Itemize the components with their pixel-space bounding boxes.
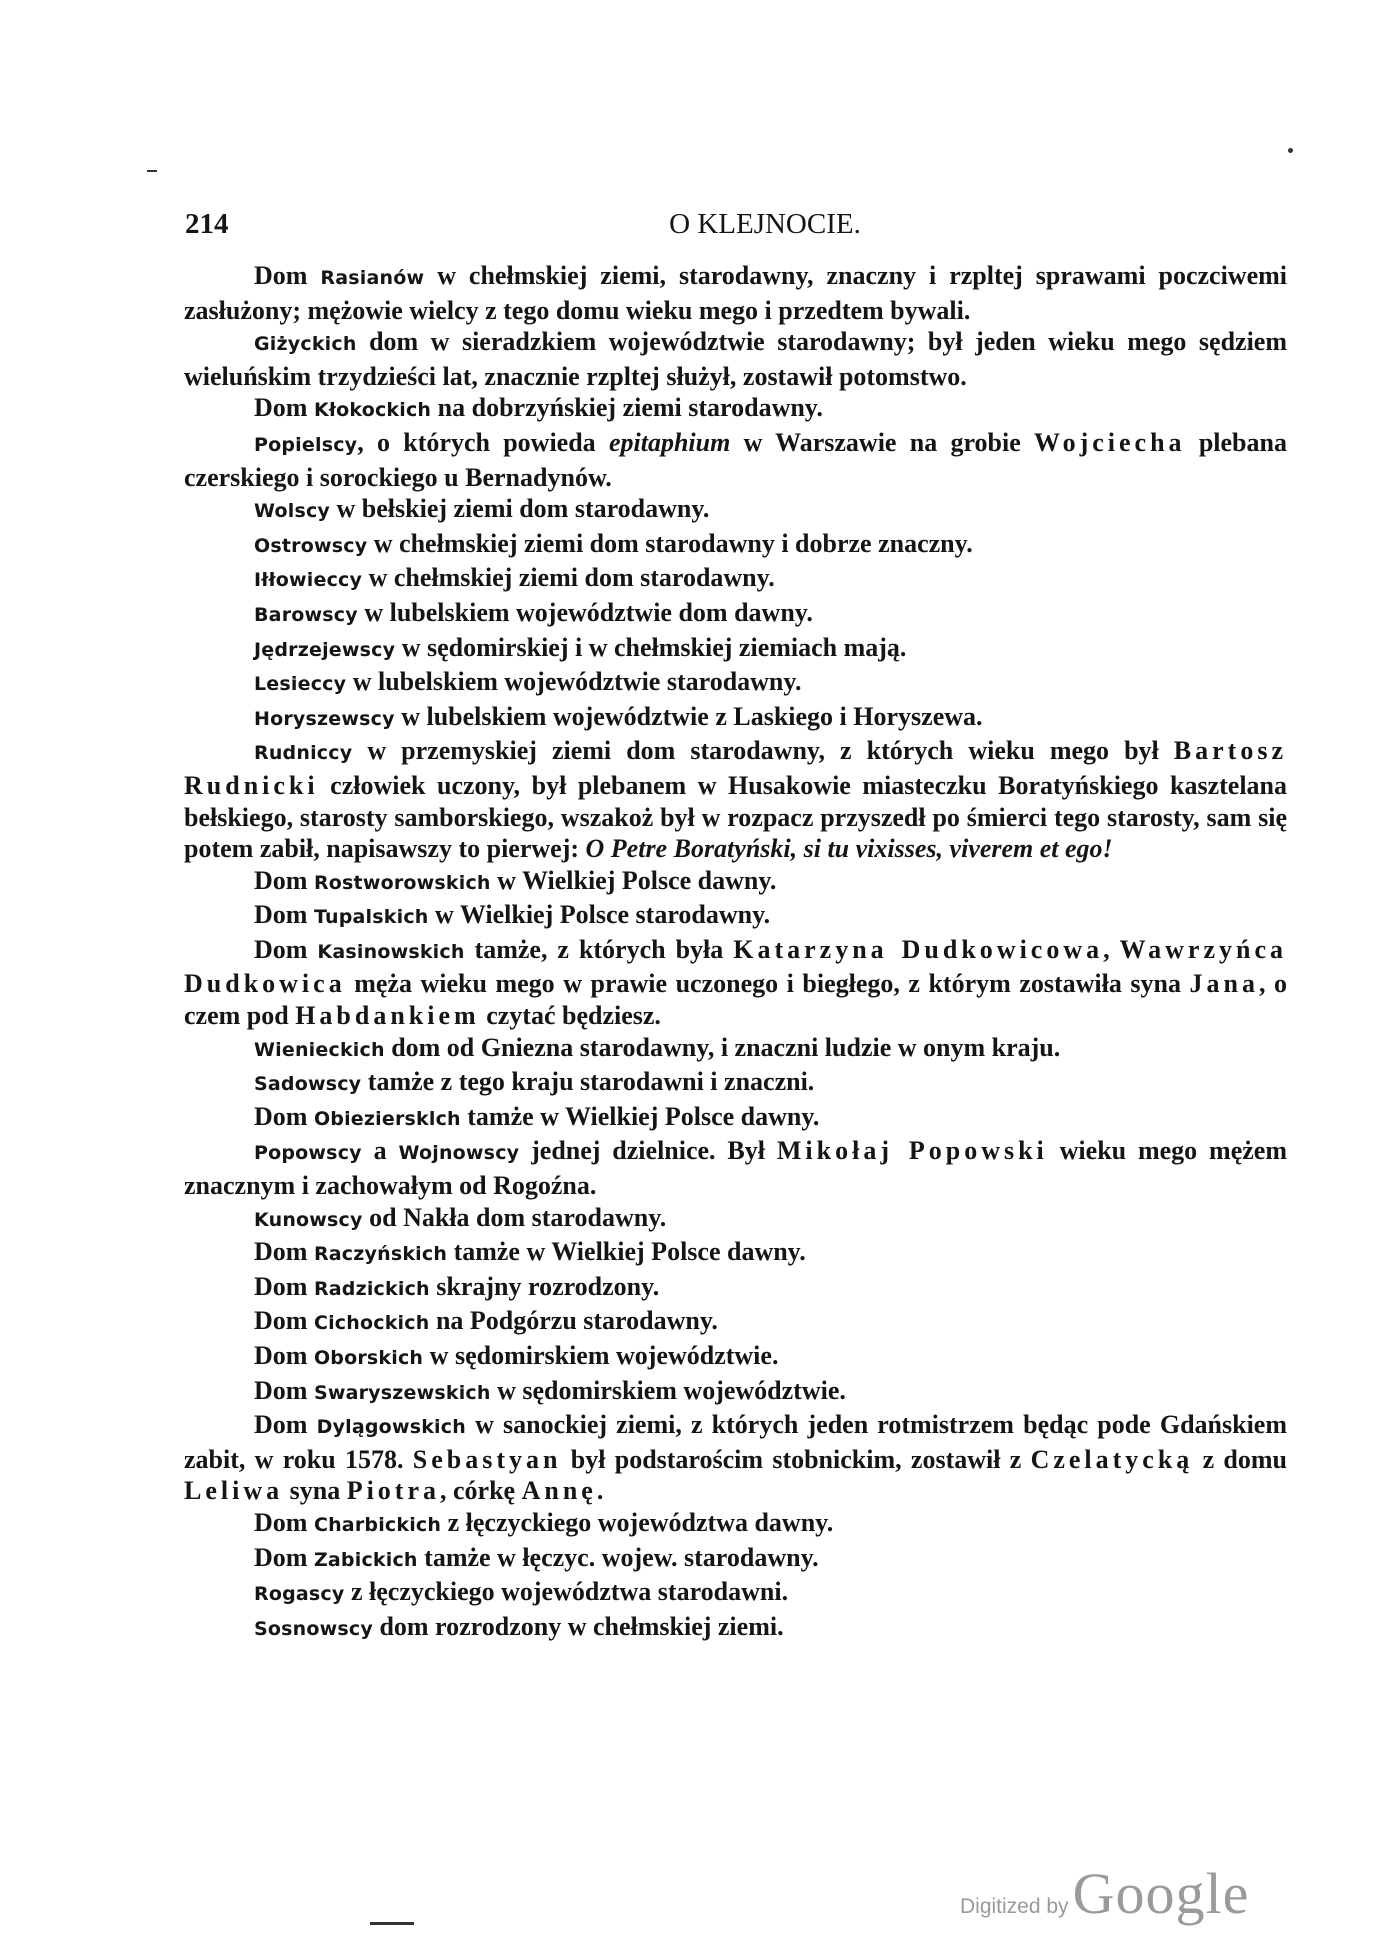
text-run: tamże w Wielkiej Polsce dawny. xyxy=(460,1101,820,1131)
running-title: O KLEJNOCIE. xyxy=(669,208,861,240)
entry-paragraph xyxy=(184,1135,1287,1201)
family-name: Popielscy xyxy=(254,433,358,456)
family-name: Rudniccy xyxy=(254,742,353,765)
entry-paragraph xyxy=(184,1340,1287,1375)
page-header xyxy=(185,208,1285,248)
family-name: Giżyckich xyxy=(254,333,357,356)
text-run: męża wieku mego w prawie uczonego i biegłego, z którym zostawiła syna xyxy=(345,969,1190,999)
family-name: Iłłowieccy xyxy=(254,569,363,592)
family-name: Lesieccy xyxy=(254,673,347,696)
spaced-personal-name: Piotra xyxy=(346,1476,440,1506)
family-name: Dylągowskich xyxy=(316,1416,466,1439)
text-run: w lubelskiem województwie dom dawny. xyxy=(357,597,813,627)
spaced-personal-name: Leliwa xyxy=(184,1476,284,1506)
entry-paragraph xyxy=(184,427,1287,493)
entry-paragraph xyxy=(184,1271,1287,1306)
google-logo: Google xyxy=(1072,1861,1250,1926)
entry-paragraph xyxy=(184,392,1287,427)
text-run: w Warszawie na grobie xyxy=(730,427,1035,457)
family-name: Sosnowscy xyxy=(254,1617,373,1640)
text-run: w sędomirskiej i w chełmskiej ziemiach mają. xyxy=(395,632,907,662)
text-run: Dom xyxy=(254,1101,314,1131)
text-run: Dom xyxy=(254,261,321,290)
family-name: Rostworowskich xyxy=(313,871,491,894)
text-run: Dom xyxy=(254,1542,314,1572)
family-name: Rasianów xyxy=(320,267,425,289)
family-name: Cichockich xyxy=(313,1312,430,1335)
text-run: w przemyskiej ziemi dom starodawny, z których wieku mego był xyxy=(352,736,1174,766)
entry-paragraph xyxy=(184,1611,1287,1646)
family-name: Raczyńskich xyxy=(313,1243,448,1266)
entry-paragraph xyxy=(184,934,1287,1032)
entry-paragraph xyxy=(184,493,1287,528)
text-run: w sędomirskiem województwie. xyxy=(423,1341,779,1370)
text-run: czytać będziesz. xyxy=(479,1001,661,1031)
text-run: , o których powieda xyxy=(357,427,609,457)
text-run: z domu xyxy=(1193,1444,1287,1474)
text-run: a xyxy=(361,1136,399,1166)
entry-paragraph xyxy=(184,632,1287,667)
text-run: Dom xyxy=(254,1375,314,1405)
entry-paragraph xyxy=(184,1542,1287,1577)
italic-text: epitaphium xyxy=(608,427,731,457)
text-run: Dom xyxy=(254,393,314,423)
family-name: Jędrzejewscy xyxy=(254,638,396,661)
spaced-personal-name: Annę xyxy=(521,1476,597,1506)
watermark xyxy=(960,1860,1249,1927)
family-name: Horyszewscy xyxy=(254,707,395,730)
family-name: Rogascy xyxy=(254,1583,345,1606)
entry-paragraph xyxy=(184,562,1287,597)
family-name: Swaryszewskich xyxy=(313,1381,491,1404)
text-run: Dom xyxy=(254,1507,314,1537)
scan-dash xyxy=(370,1922,414,1925)
text-run: . xyxy=(596,1476,604,1506)
spaced-personal-name: Katarzyna Dudkowicowa xyxy=(733,934,1104,964)
text-run: na Podgórzu starodawny. xyxy=(429,1306,718,1336)
text-run: Dom xyxy=(254,934,318,964)
entry-paragraph xyxy=(184,666,1287,701)
text-run: w Wielkiej Polsce dawny. xyxy=(490,865,777,895)
text-run: Dom xyxy=(254,1341,314,1370)
page-number: 214 xyxy=(185,208,229,240)
entry-paragraph xyxy=(184,1032,1287,1067)
text-run: był podstarościm stobnickim, zostawił z xyxy=(561,1444,1031,1474)
text-run: na dobrzyńskiej ziemi starodawny. xyxy=(431,393,823,423)
entry-paragraph xyxy=(184,260,1287,326)
text-run: w chełmskiej ziemi dom starodawny i dobrze znaczny. xyxy=(367,528,973,558)
text-run: człowiek uczony, był plebanem w Husakowie miasteczku Boratyńskiego kasztelana bełskiego, starosty samborskiego, wszakoż był w rozpacz przyszedł po śmierci tego starosty, sam się potem zabił, napisawszy to pierwej: xyxy=(184,770,1287,864)
family-name: Sadowscy xyxy=(254,1073,362,1096)
body-text xyxy=(184,260,1287,1645)
text-run: w chełmskiej ziemi, starodawny, znaczny i rzpltej sprawami poczciwemi zasłużony; mężowie wielcy z tego domu wieku mego i przedtem bywali. xyxy=(184,261,1288,325)
family-name: Kunowscy xyxy=(254,1208,363,1231)
text-run: dom rozrodzony w chełmskiej ziemi. xyxy=(372,1611,784,1641)
spaced-personal-name: Wawrzyńca Dudkowica xyxy=(184,934,1288,999)
text-run: plebana czerskiego i sorockiego u Bernadynów. xyxy=(184,427,1287,492)
entry-paragraph xyxy=(184,701,1287,736)
spaced-personal-name: Sebastyan xyxy=(412,1444,562,1474)
text-run: skrajny rozrodzony. xyxy=(429,1271,660,1301)
spaced-personal-name: Habdankiem xyxy=(295,1001,480,1031)
entry-paragraph xyxy=(184,735,1287,864)
family-name: Obieziersklch xyxy=(313,1107,461,1130)
family-name: Zabickich xyxy=(313,1548,418,1571)
text-run: , xyxy=(1103,934,1120,964)
family-name: Wojnowscy xyxy=(398,1142,520,1165)
text-run: w lubelskiem województwie starodawny. xyxy=(346,667,802,697)
text-run: dom od Gniezna starodawny, i znaczni ludzie w onym kraju. xyxy=(384,1032,1061,1062)
text-run: z łęczyckiego województwa dawny. xyxy=(441,1507,834,1537)
entry-paragraph xyxy=(184,1305,1287,1340)
text-run: w lubelskiem województwie z Laskiego i Horyszewa. xyxy=(394,701,983,731)
text-run: Dom xyxy=(254,900,314,930)
spaced-personal-name: Jana xyxy=(1189,969,1259,999)
family-name: Barowscy xyxy=(254,603,358,626)
entry-paragraph xyxy=(184,1375,1287,1410)
scan-dash xyxy=(147,170,157,172)
text-run: tamże, z których była xyxy=(464,934,734,964)
entry-paragraph xyxy=(184,1236,1287,1271)
text-run: dom w sieradzkiem województwie starodawny; był jeden wieku mego sędziem wieluńskim trzydzieści lat, znacznie rzpltej służył, zostawił potomstwo. xyxy=(184,327,1287,391)
entry-paragraph xyxy=(184,1507,1287,1542)
spaced-personal-name: Czelatycką xyxy=(1030,1444,1194,1474)
spaced-personal-name: Bartosz Rudnicki xyxy=(184,736,1287,800)
entry-paragraph xyxy=(184,597,1287,632)
spaced-personal-name: Wojciecha xyxy=(1034,427,1186,457)
text-run: wieku mego mężem znacznym i zachowałym od Rogoźna. xyxy=(184,1136,1287,1201)
text-run: w sanockiej ziemi, z których jeden rotmistrzem będąc pode Gdańskiem zabit, w roku 1578. xyxy=(184,1410,1288,1474)
italic-text: O Petre Boratyński, si tu vixisses, viverem et ego! xyxy=(585,834,1113,864)
family-name: Wolscy xyxy=(254,500,331,523)
entry-paragraph xyxy=(184,899,1287,934)
text-run: Dom xyxy=(254,1271,314,1301)
scan-speck xyxy=(1288,148,1293,153)
text-run: tamże w Wielkiej Polsce dawny. xyxy=(447,1237,806,1267)
family-name: Kasinowskich xyxy=(317,940,465,963)
family-name: Popowscy xyxy=(254,1142,362,1165)
text-run: , córkę xyxy=(440,1476,522,1506)
text-run: Dom xyxy=(254,1410,317,1440)
entry-paragraph xyxy=(184,1409,1287,1507)
text-run: , o czem pod xyxy=(184,969,1287,1031)
watermark-prefix: Digitized by xyxy=(960,1895,1069,1918)
text-run: w bełskiej ziemi dom starodawny. xyxy=(330,494,710,524)
text-run: tamże w łęczyc. wojew. starodawny. xyxy=(417,1542,819,1572)
entry-paragraph xyxy=(184,865,1287,900)
family-name: Tupalskich xyxy=(313,906,429,929)
text-run: w chełmskiej ziemi dom starodawny. xyxy=(362,563,775,593)
entry-paragraph xyxy=(184,1576,1287,1611)
family-name: Charbickich xyxy=(313,1513,442,1536)
family-name: Radzickich xyxy=(313,1277,430,1300)
text-run: syna xyxy=(283,1476,347,1506)
text-run: jednej dzielnice. Był xyxy=(519,1136,777,1166)
text-run: w sędomirskiem województwie. xyxy=(490,1375,846,1405)
spaced-personal-name: Mikołaj Popowski xyxy=(776,1136,1048,1166)
text-run: od Nakła dom starodawny. xyxy=(362,1202,667,1232)
family-name: Kłokockich xyxy=(313,399,432,422)
family-name: Wienieckich xyxy=(254,1038,385,1061)
text-run: tamże z tego kraju starodawni i znaczni. xyxy=(361,1067,815,1097)
family-name: Ostrowscy xyxy=(254,534,368,557)
text-run: Dom xyxy=(254,1306,314,1336)
text-run: z łęczyckiego województwa starodawni. xyxy=(344,1577,789,1607)
text-run: Dom xyxy=(254,865,314,895)
text-run: w Wielkiej Polsce starodawny. xyxy=(428,900,771,930)
entry-paragraph xyxy=(184,528,1287,563)
family-name: Oborskich xyxy=(313,1347,424,1369)
entry-paragraph xyxy=(184,326,1287,392)
entry-paragraph xyxy=(184,1101,1287,1136)
text-run: Dom xyxy=(254,1237,314,1267)
entry-paragraph xyxy=(184,1202,1287,1237)
entry-paragraph xyxy=(184,1066,1287,1101)
